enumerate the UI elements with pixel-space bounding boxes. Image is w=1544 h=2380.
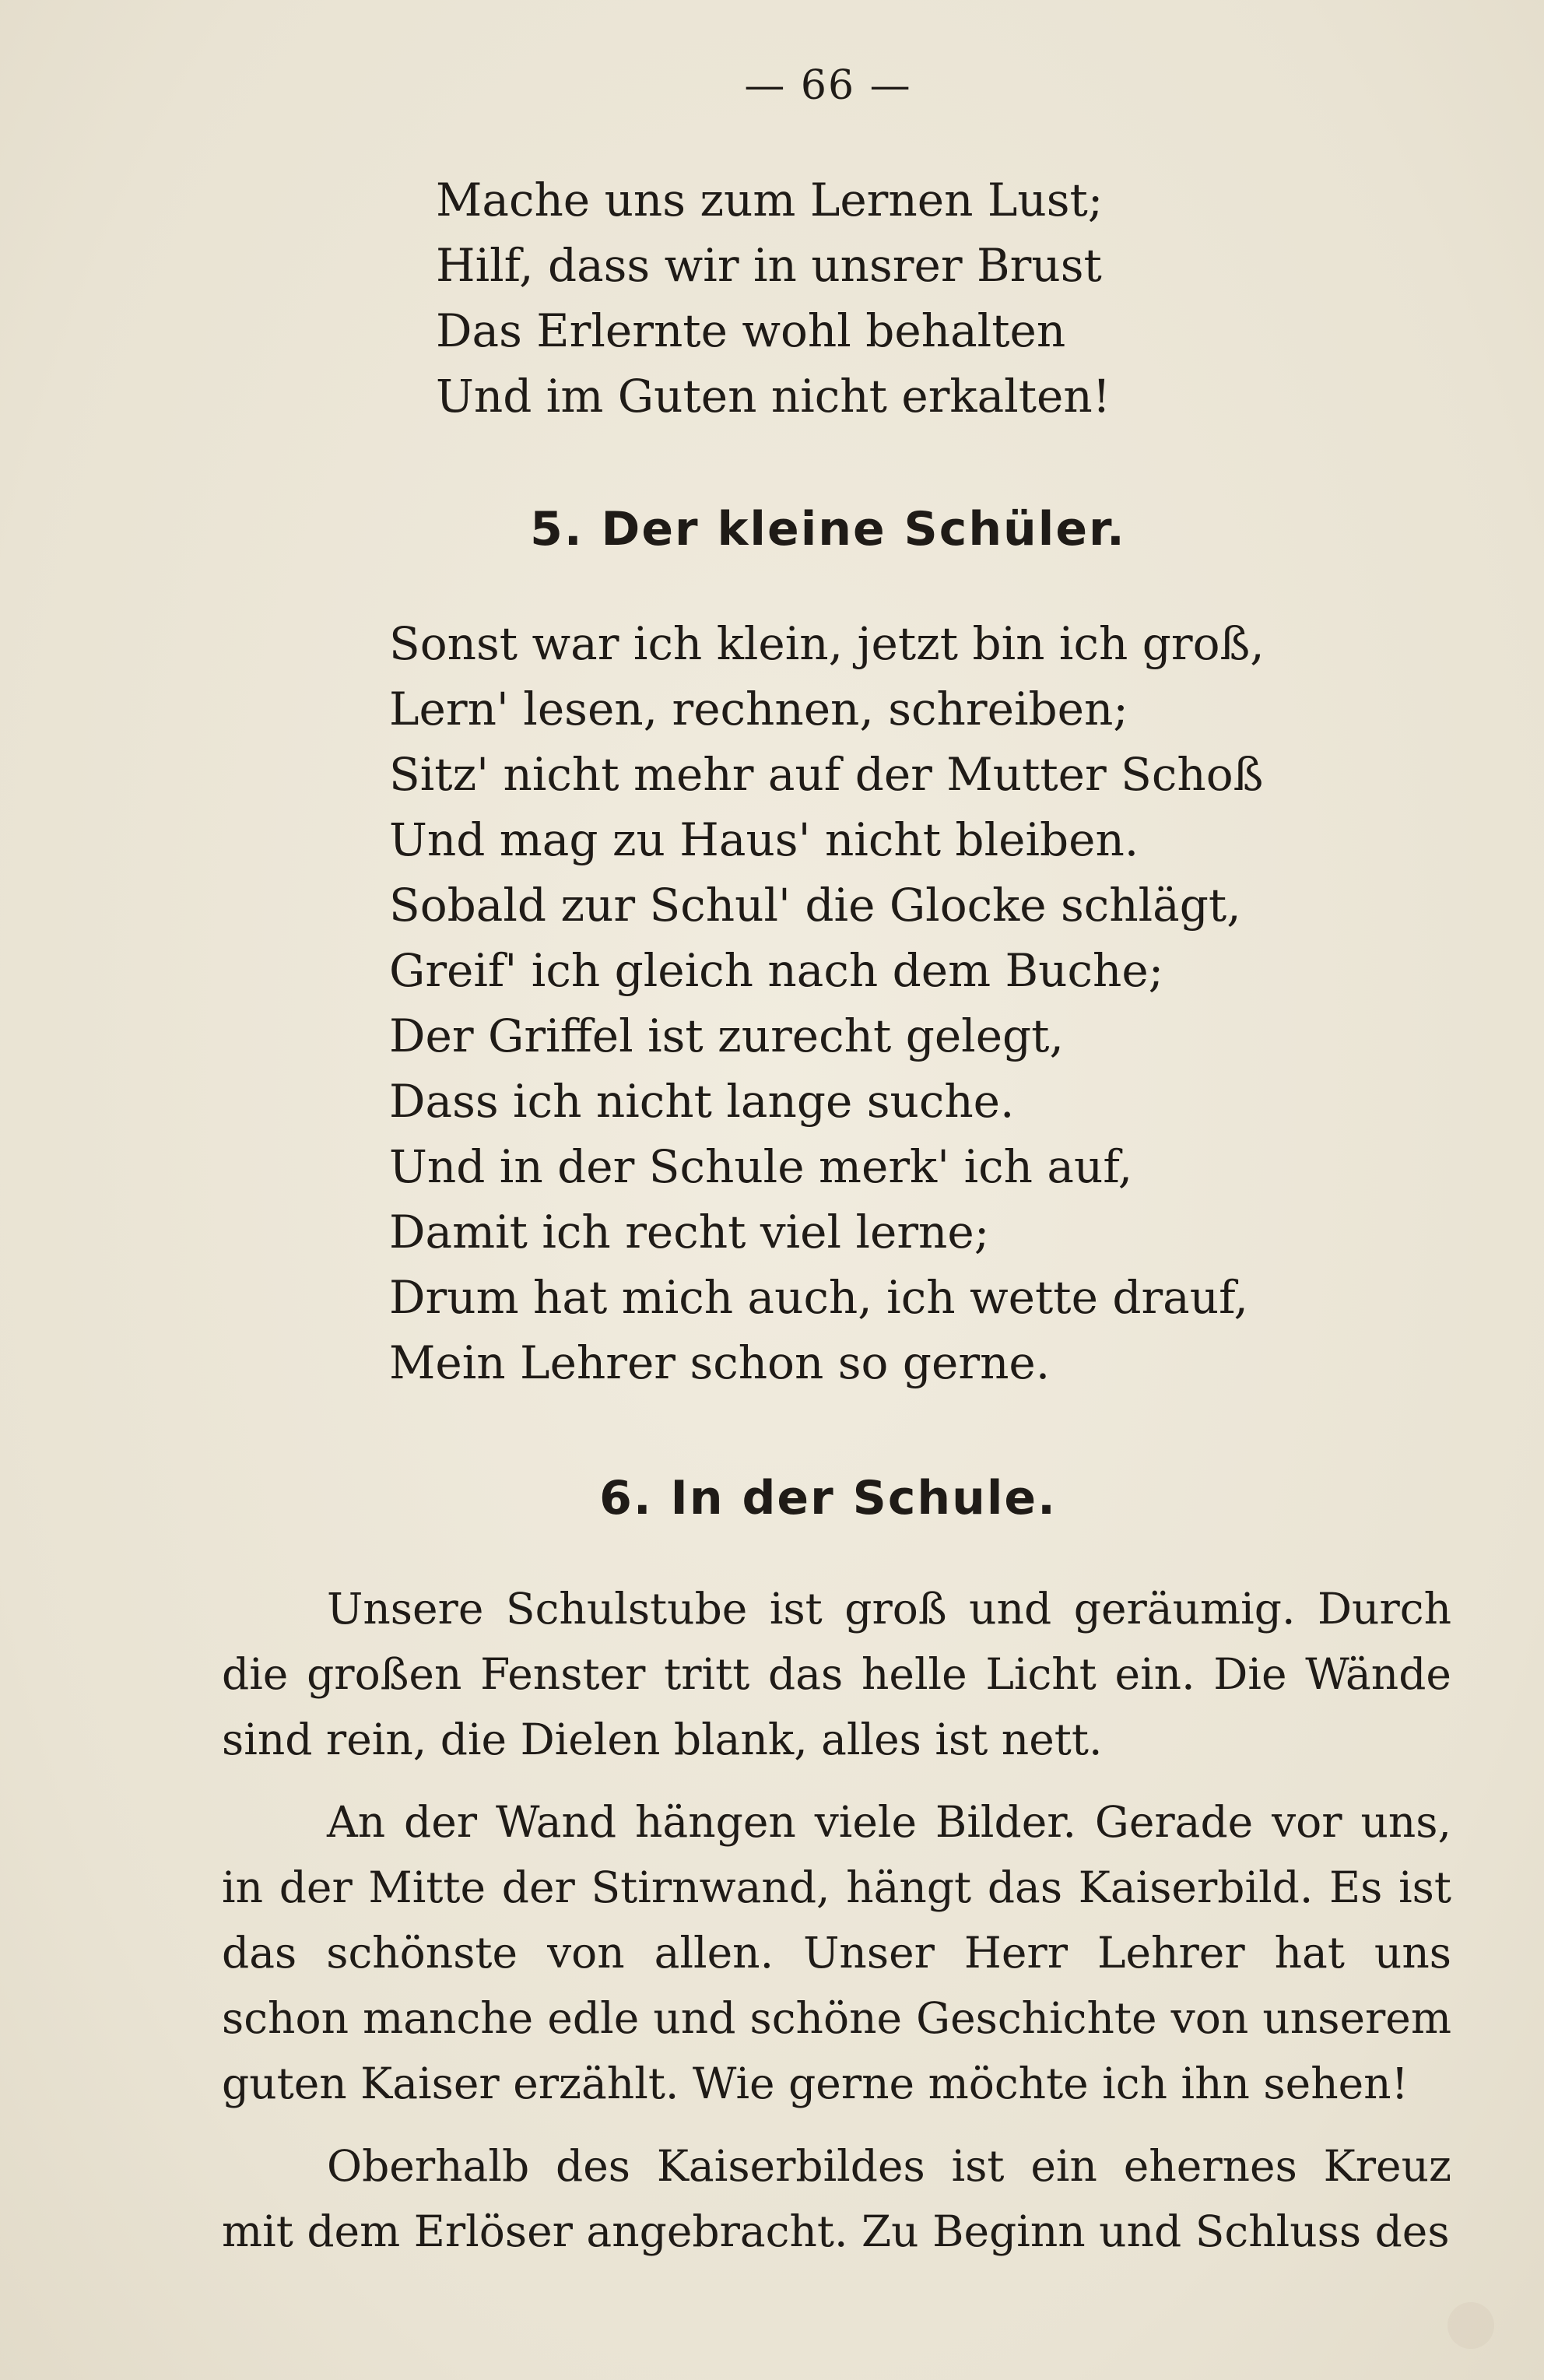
paragraph: Oberhalb des Kaiserbildes ist ein ehernes Kreuz mit dem Erlöser angebracht. Zu Beginn und Schluss des: [222, 2141, 1451, 2256]
poem-line: Damit ich recht viel lerne;: [389, 1206, 990, 1258]
poem-line: Sobald zur Schul' die Glocke schlägt,: [389, 879, 1241, 932]
poem-line: Und mag zu Haus' nicht bleiben.: [389, 813, 1139, 866]
poem-line: Sitz' nicht mehr auf der Mutter Schoß: [389, 748, 1264, 801]
poem-line: Greif' ich gleich nach dem Buche;: [389, 944, 1164, 997]
poem-line: Dass ich nicht lange suche.: [389, 1075, 1015, 1128]
paper-stain: [1448, 2302, 1494, 2349]
section-6-body: [222, 1576, 1451, 2281]
poem-line: Drum hat mich auch, ich wette drauf,: [389, 1271, 1248, 1324]
poem-line: Sonst war ich klein, jetzt bin ich groß,: [389, 617, 1265, 670]
poem-line: Und im Guten nicht erkalten!: [436, 370, 1111, 423]
poem-line: Mache uns zum Lernen Lust;: [436, 174, 1104, 226]
poem-line: Das Erlernte wohl behalten: [436, 304, 1066, 357]
poem-line: Und in der Schule merk' ich auf,: [389, 1140, 1133, 1193]
section-6-title: 6. In der Schule.: [599, 1471, 1057, 1525]
paragraph: An der Wand hängen viele Bilder. Gerade vor uns, in der Mitte der Stirnwand, hängt das Kaiserbild. Es ist das schönste von allen. Unser Herr Lehrer hat uns schon manche edle und schöne Geschichte von unserem guten Kaiser erzählt. Wie gerne möchte ich ihn sehen!: [222, 1797, 1451, 2108]
poem-line: Mein Lehrer schon so gerne.: [389, 1336, 1051, 1389]
poem-line: Lern' lesen, rechnen, schreiben;: [389, 683, 1128, 735]
paragraph: Unsere Schulstube ist groß und geräumig. Durch die großen Fenster tritt das helle Licht ein. Die Wände sind rein, die Dielen blank, alles ist nett.: [222, 1584, 1451, 1764]
poem-line: Hilf, dass wir in unsrer Brust: [436, 239, 1102, 292]
poem-continued: [436, 167, 1111, 429]
page-number: — 66 —: [744, 62, 912, 109]
poem-line: Der Griffel ist zurecht gelegt,: [389, 1009, 1064, 1062]
section-5-title: 5. Der kleine Schüler.: [530, 502, 1126, 556]
poem-der-kleine-schueler: [389, 611, 1265, 1395]
